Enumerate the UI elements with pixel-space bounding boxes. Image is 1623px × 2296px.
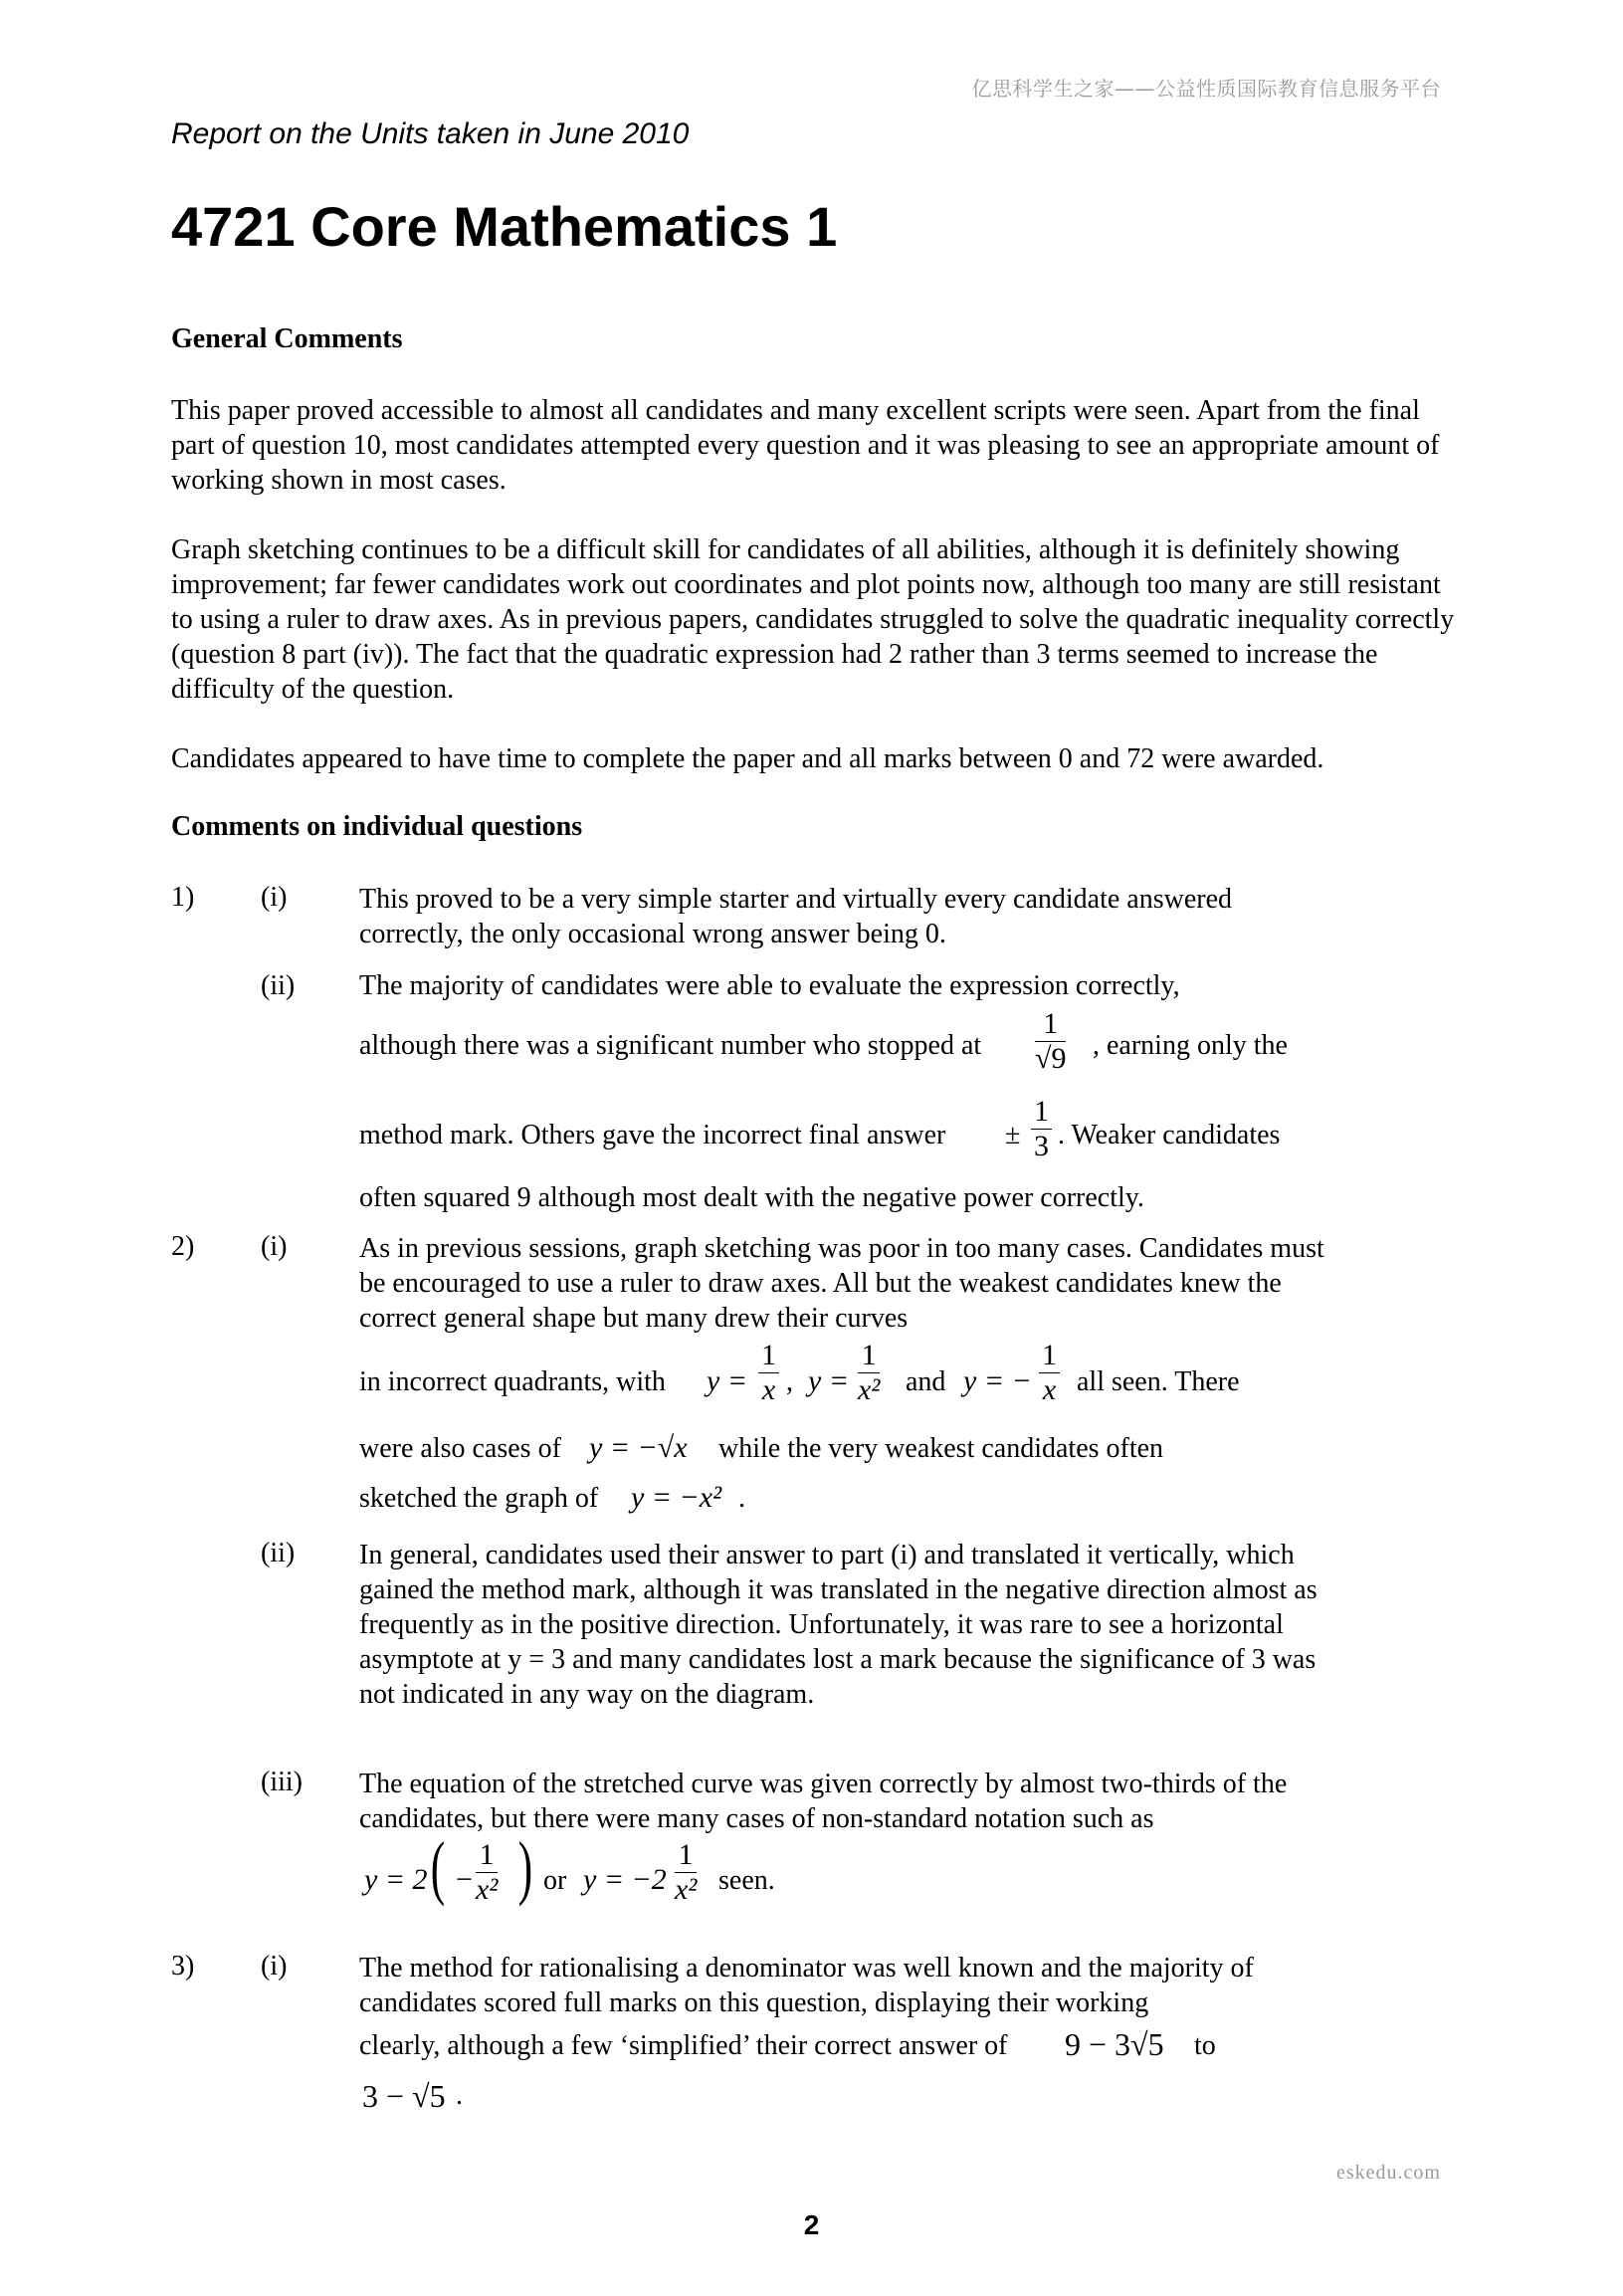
part-label: (i) (261, 1231, 288, 1262)
fraction (476, 1838, 498, 1907)
fraction-numerator: 1 (758, 1339, 779, 1373)
individual-comments-heading: Comments on individual questions (171, 811, 583, 842)
part-text: in incorrect quadrants, with (359, 1366, 666, 1397)
fraction-denominator: √9 (1035, 1042, 1067, 1075)
equation: y = −2 (583, 1863, 667, 1896)
page-title: 4721 Core Mathematics 1 (171, 195, 838, 258)
fraction (1039, 1339, 1060, 1407)
part-text: sketched the graph of (359, 1483, 599, 1514)
part-label: (i) (261, 1951, 288, 1982)
fraction (758, 1339, 779, 1407)
part-text: This proved to be a very simple starter and virtually every candidate answered correctly, the only occasional wrong answer being 0. (359, 884, 1233, 949)
fraction-denominator: x (1042, 1373, 1057, 1406)
fraction-numerator: 1 (476, 1838, 498, 1873)
part-text: The majority of candidates were able to evaluate the expression correctly, (359, 970, 1180, 1001)
general-paragraph-2: Graph sketching continues to be a difficult skill for candidates of all abilities, although it is definitely showing improvement; far fewer candidates work out coordinates and plot points now, although too many are still resistant to using a ruler to draw axes. As in previous papers, candidates struggled to solve the quadratic inequality correctly (question 8 part (iv)). The fact that the quadratic expression had 2 rather than 3 terms seemed to increase the difficulty of the question. (171, 534, 1455, 705)
question-number: 3) (171, 1951, 195, 1982)
comma: , (786, 1366, 793, 1397)
fraction-denominator: x² (476, 1873, 499, 1906)
minus-sign: − (454, 1863, 475, 1896)
part-text: all seen. There (1077, 1366, 1240, 1397)
part-text: As in previous sessions, graph sketching was poor in too many cases. Candidates must be encouraged to use a ruler to draw axes. All but the weakest candidates knew the correct general shape but many drew their curves (359, 1233, 1324, 1334)
period: . (456, 2080, 463, 2111)
fraction-numerator: 1 (1039, 1339, 1060, 1373)
part-text: although there was a significant number who stopped at (359, 1030, 982, 1061)
part-text: while the very weakest candidates often (718, 1433, 1164, 1464)
fraction (1035, 1007, 1066, 1076)
fraction-denominator: 3 (1034, 1130, 1049, 1162)
fraction-numerator: 1 (675, 1838, 697, 1873)
fraction (858, 1339, 880, 1407)
part-text: The method for rationalising a denominator was well known and the majority of candidates scored full marks on this question, displaying their working (359, 1953, 1254, 2018)
part-text: seen. (718, 1865, 775, 1896)
question-number: 2) (171, 1231, 195, 1262)
equation: y = − (963, 1364, 1032, 1397)
equation: y = (808, 1364, 850, 1397)
part-label: (iii) (261, 1767, 303, 1797)
and-text: and (906, 1366, 946, 1397)
fraction-numerator: 1 (858, 1339, 880, 1373)
watermark-top: 亿思科学生之家——公益性质国际教育信息服务平台 (971, 77, 1441, 101)
part-text: to (1194, 2030, 1216, 2061)
equation: y = (707, 1364, 748, 1397)
equation: 9 − 3√5 (1065, 2026, 1164, 2062)
plus-minus: ± (1005, 1120, 1021, 1150)
equation: y = −√x (589, 1431, 688, 1464)
equation: 3 − √5 (362, 2078, 446, 2114)
part-text: method mark. Others gave the incorrect final answer (359, 1120, 946, 1150)
watermark-bottom: eskedu.com (1336, 2162, 1441, 2184)
page-number: 2 (803, 2209, 820, 2240)
part-text: clearly, although a few ‘simplified’ their correct answer of (359, 2030, 1008, 2061)
question-number: 1) (171, 882, 195, 913)
part-text: often squared 9 although most dealt with the negative power correctly. (359, 1182, 1144, 1213)
part-label: (ii) (261, 1538, 296, 1568)
equation: y = −x² (631, 1481, 722, 1514)
period: . (738, 1483, 745, 1514)
general-comments-heading: General Comments (171, 323, 403, 354)
fraction (675, 1838, 697, 1907)
part-text: were also cases of (359, 1433, 561, 1464)
part-text: , earning only the (1093, 1030, 1288, 1061)
or-text: or (543, 1865, 567, 1896)
part-label: (i) (261, 882, 288, 913)
general-paragraph-3: Candidates appeared to have time to complete the paper and all marks between 0 and 72 were awarded. (171, 743, 1324, 774)
report-header: Report on the Units taken in June 2010 (171, 117, 690, 150)
left-parenthesis: ( (430, 1827, 446, 1907)
fraction-denominator: x (761, 1373, 776, 1406)
part-text: In general, candidates used their answer to part (i) and translated it vertically, which gained the method mark, although it was translated in the negative direction almost as frequently as in the positive direction. Unfortunately, it was rare to see a horizontal asymptote at y = 3 and many candidates lost a mark because the significance of 3 was not indicated in any way on the diagram. (359, 1540, 1318, 1710)
right-parenthesis: ) (517, 1827, 533, 1907)
part-text: . Weaker candidates (1058, 1120, 1281, 1150)
fraction-numerator: 1 (1035, 1007, 1066, 1042)
part-label: (ii) (261, 970, 296, 1001)
fraction-numerator: 1 (1031, 1095, 1052, 1130)
fraction-denominator: x² (858, 1373, 881, 1406)
equation: y = 2 (364, 1863, 428, 1896)
general-paragraph-1: This paper proved accessible to almost all candidates and many excellent scripts were seen. Apart from the final part of question 10, most candidates attempted every question and it was pleasing to see an appropriate amount of working shown in most cases. (171, 395, 1440, 496)
fraction-denominator: x² (675, 1873, 698, 1906)
fraction (1031, 1095, 1052, 1163)
part-text: The equation of the stretched curve was given correctly by almost two-thirds of the candidates, but there were many cases of non-standard notation such as (359, 1769, 1288, 1834)
